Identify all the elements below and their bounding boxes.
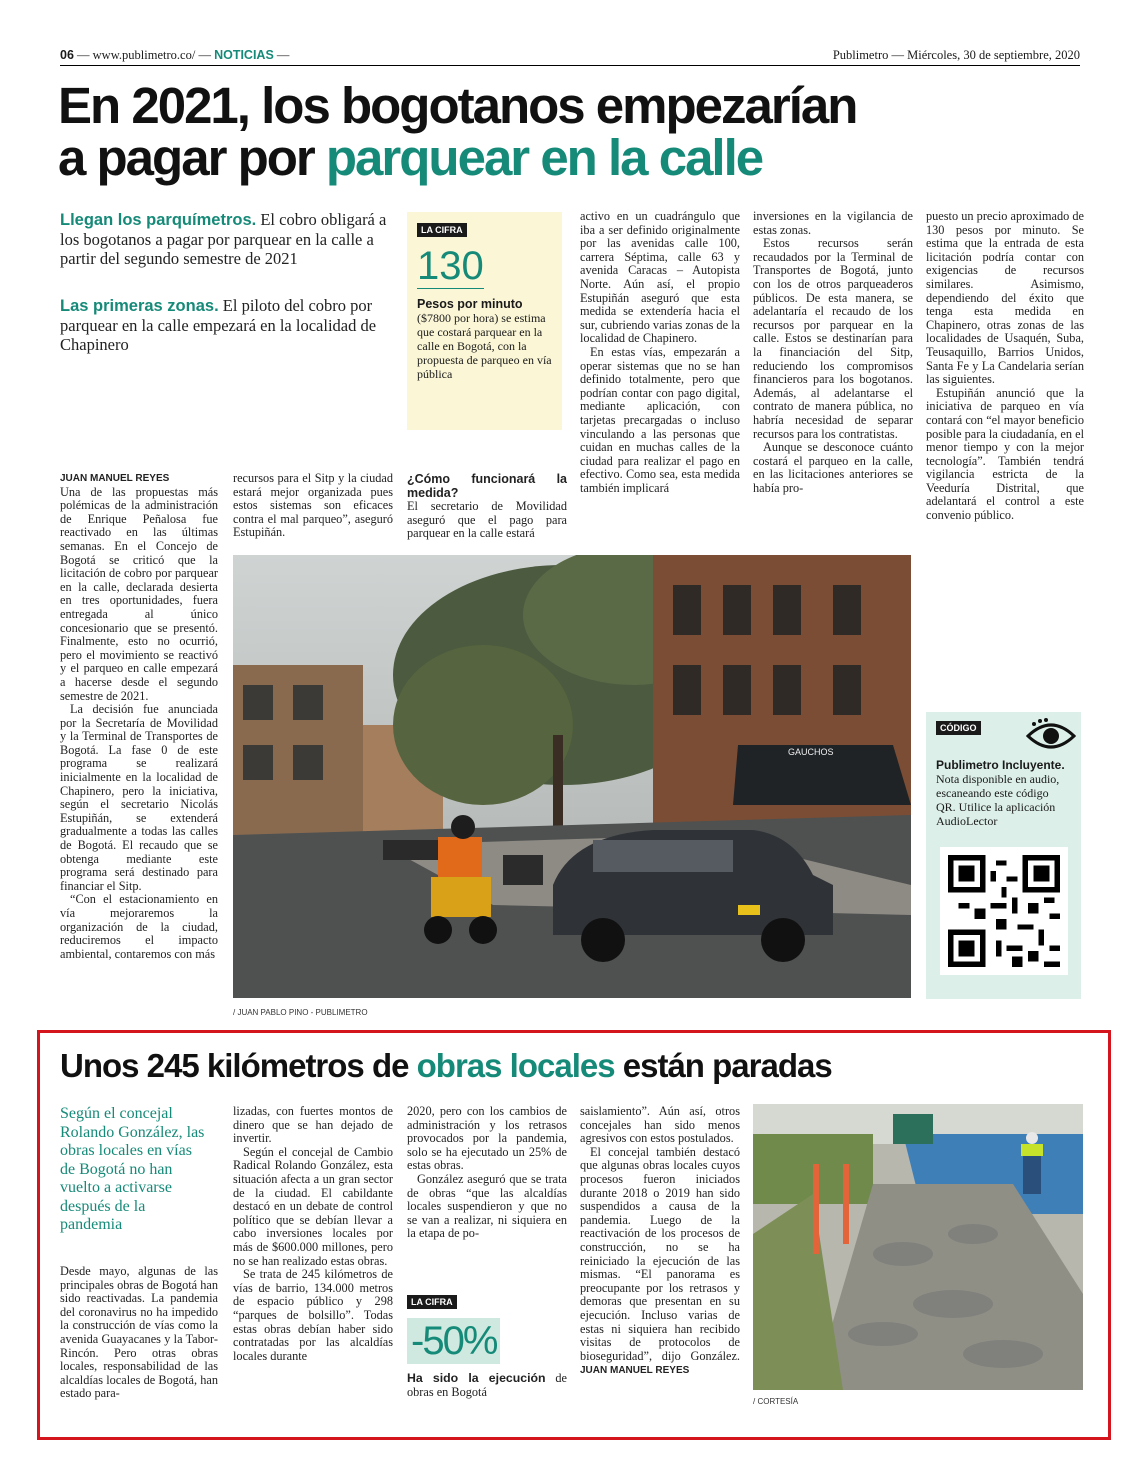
second-cifra-number: -50%: [407, 1318, 500, 1364]
main-headline: [58, 77, 1088, 186]
column-6: [926, 210, 1084, 523]
second-column-4-p2: [580, 1146, 740, 1378]
header-url[interactable]: www.publimetro.co/: [92, 48, 196, 62]
second-column-3: [407, 1105, 567, 1241]
column-1-p1: Una de las propuestas más polémicas de la administración de Enrique Peñalosa fue reactivado en las últimas semanas. En el Concejo de Bogotá se criticó que la licitación de cobro por parquear en la calle, declarada desierta en tres oportunidades, fuera entregada al único concesionario que se presentó. Finalmente, esto no ocurrió, pero el movimiento se reactivó y el parqueo en calle empezará a hacerse desde el segundo semestre de 2021.: [60, 484, 218, 703]
second-headline-highlight: obras locales: [416, 1047, 615, 1084]
column-4: [580, 210, 740, 495]
column-4-p2: En estas vías, empezarán a operar sistemas que no se han definido totalmente, pero que podrían contar con pago digital, mediante aplicación, con tarjetas precargadas o incluso vinculando a las personas que cuidan en muchas calles de la ciudad para realizar el pago en efectivo. Como sea, esta medida también implicará: [580, 344, 740, 495]
column-5-p1: inversiones en la vigilancia de estas zonas.: [753, 209, 913, 237]
column-5-p3: Aunque se desconoce cuánto costará el parqueo en la calle, en las licitaciones anteriores se había pro-: [753, 440, 913, 495]
qr-code[interactable]: [940, 847, 1068, 975]
second-column-1-p1: Desde mayo, algunas de las principales obras de Bogotá han sido reactivadas. La pandemia del coronavirus no ha impedido la construcción de vías como la avenida Guayacanes y la Tabor-Rincón. Pero otras obras locales, responsabilidad de las alcaldías locales de Bogotá, han estado para-: [60, 1264, 218, 1401]
deck-1: [60, 210, 390, 268]
second-cifra-caption: [407, 1372, 567, 1399]
second-headline-part-1: Unos 245 kilómetros de: [60, 1047, 417, 1084]
second-column-3-p1: 2020, pero con los cambios de administración y los retrasos provocados por la pandemia, solo se ha ejecutado un 25% de estas obras.: [407, 1104, 567, 1173]
headline-highlight: parquear en la calle: [325, 129, 763, 186]
running-header: [60, 46, 1080, 66]
cifra-number: 130: [417, 244, 484, 288]
codigo-box: [926, 712, 1081, 999]
roadwork-photo: [753, 1104, 1083, 1390]
deck-2-text: El piloto del cobro por parquear en la calle empezará en la localidad de Chapinero: [60, 296, 377, 354]
column-5-p2: Estos recursos serán recaudados por la Terminal de Transportes de Bogotá, junto con los de otros parqueaderos públicos. De esta manera, se adelantaría el recaudo de los recursos por parquear en la calle. Estos se destinarían para la financiación del Sitp, reduciendo los compromisos financieros para los bogotanos. Además, al adelantarse el contrato de manera pública, no habría necesidad de separar recursos para los contratistas.: [753, 236, 913, 441]
column-2-p1: recursos para el Sitp y la ciudad estará mejor organizada pues estos sistemas son eficaces contra el mal parqueo”, aseguró Estupiñán.: [233, 471, 393, 540]
headline-line-2: [58, 129, 1088, 186]
cifra-box: [407, 212, 562, 430]
second-cifra-title: Ha sido la ejecución: [407, 1371, 546, 1385]
column-4-p1: activo en un cuadrángulo que iba a ser definido originalmente por las avenidas calle 100, carrera Séptima, calle 63 y avenida Caracas – Autopista Norte. Aún así, el propio Estupiñán aseguró que esta medida se extendería hacia el sur, cubriendo varias zonas de la localidad de Chapinero.: [580, 209, 740, 346]
street-photo: [233, 555, 911, 998]
column-3-subhead: ¿Cómo funcionará la medida?: [407, 472, 567, 500]
second-column-2-p1: lizadas, con fuertes montos de dinero que se han dejado de invertir.: [233, 1104, 393, 1146]
codigo-text: [936, 758, 1071, 828]
header-left: 06 — www.publimetro.co/ — NOTICIAS —: [60, 48, 290, 62]
section-label: NOTICIAS: [214, 48, 274, 62]
byline: JUAN MANUEL REYES: [60, 473, 170, 484]
codigo-bold: Publimetro Incluyente.: [936, 758, 1065, 772]
awning-sign: GAUCHOS: [788, 747, 834, 757]
eye-icon: [1026, 718, 1076, 754]
second-headline-part-2: están paradas: [614, 1047, 832, 1084]
column-3: [407, 472, 567, 541]
column-6-p1: puesto un precio aproximado de 130 pesos por minuto. Se estima que la entrada de esta licitación podría contar con exigencias de recursos similares. Asimismo, dependiendo del éxito que tenga esta medida en Chapinero, otras zonas de las localidades de Usaquén, Suba, Teusaquillo, Barrios Unidos, Santa Fe y La Candelaria serían las siguientes.: [926, 209, 1084, 387]
cifra-title: Pesos por minuto: [417, 297, 523, 311]
second-cifra-text: de obras en Bogotá: [407, 1371, 567, 1399]
second-headline: [60, 1047, 1090, 1085]
deck-1-text: El cobro obligará a los bogotanos a pagar por parquear en la calle a partir del segundo semestre de 2021: [60, 210, 387, 268]
second-photo-credit: / CORTESÍA: [753, 1397, 799, 1406]
publication-date: Publimetro — Miércoles, 30 de septiembre, 2020: [832, 48, 1080, 62]
photo-credit: / JUAN PABLO PINO - PUBLIMETRO: [233, 1008, 368, 1017]
second-column-4-p2-text: El concejal también destacó que algunas obras locales cuyos procesos fueron iniciados durante 2018 o 2019 han sido suspendidos a causa de la pandemia. Luego de la reactivación de los procesos de construcción, no se ha reiniciado la ejecución de las mismas. “El panorama es preocupante por los retrasos y demoras que presentan en su ejecución. Incluso varias de estas ni siquiera han recibido visitas de protocolos de bioseguridad”, dijo González.: [580, 1144, 740, 1363]
column-1-p2: La decisión fue anunciada por la Secretaría de Movilidad y la Terminal de Transportes de Bogotá. La fase 0 de este programa se realizará inicialmente en la localidad de Chapinero, pero la iniciativa, según el secretario Nicolás Estupiñán, se extenderá gradualmente a todas las calles de Bogotá. El recaudo que se obtenga mediante este programa será destinado para financiar el Sitp.: [60, 702, 218, 893]
roadwork-illustration: [753, 1104, 1083, 1390]
second-column-2-p2: Según el concejal de Cambio Radical Rolando González, esta situación afecta a un gran sector de la ciudad. El cabildante destacó en un debate de control político que se debían llevar a cabo inversiones locales por más de $600.000 millones, pero no se han realizado estas obras.: [233, 1144, 393, 1268]
codigo-tag: CÓDIGO: [936, 721, 981, 735]
second-column-2: [233, 1105, 393, 1363]
column-1-p3: “Con el estacionamiento en vía mejoraremos la organización de la ciudad, reduciremos el impacto ambiental, contaremos con más: [60, 892, 218, 961]
column-2: [233, 472, 393, 540]
second-column-1: [60, 1265, 218, 1401]
headline-line-2-text: a pagar por: [58, 129, 326, 186]
second-cifra-tag: LA CIFRA: [407, 1295, 457, 1309]
second-column-4-p1: saislamiento”. Aún así, otros concejales han sido menos agresivos con estos postulados.: [580, 1104, 740, 1146]
second-column-3-p2: González aseguró que se trata de obras “que las alcaldías locales suspendieron y que no se van a realizar, ni siquiera en la etapa de po-: [407, 1171, 567, 1241]
cifra-tag: LA CIFRA: [417, 223, 467, 237]
deck-2: [60, 296, 390, 354]
column-1: [60, 472, 218, 961]
deck-2-lead: Las primeras zonas.: [60, 297, 219, 315]
codigo-desc: Nota disponible en audio, escaneando este código QR. Utilice la aplicación AudioLector: [936, 772, 1060, 828]
second-deck: Según el concejal Rolando González, las obras locales en vías de Bogotá no han vuelto a activarse después de la pandemia: [60, 1105, 205, 1233]
second-column-2-p3: Se trata de 245 kilómetros de vías de barrio, 134.000 metros de espacio público y 298 “parques de bolsillo”. Todas estas obras debían haber sido contratadas por las alcaldías locales durante: [233, 1267, 393, 1363]
second-column-4: [580, 1105, 740, 1378]
second-byline: JUAN MANUEL REYES: [580, 1365, 690, 1377]
second-cifra: [407, 1292, 567, 1399]
street-scene-illustration: [233, 555, 911, 998]
column-6-p2: Estupiñán anunció que la iniciativa de parqueo en vía contará con “el mayor beneficio posible para la ciudadanía, en el menor tiempo y con la mejor tecnología”. También tendrá vigilancia estricta de la Veeduría Distrital, que adelantará el control a este convenio público.: [926, 385, 1084, 523]
headline-line-1: En 2021, los bogotanos empezarían: [58, 77, 857, 134]
column-5: [753, 210, 913, 495]
page-number: 06: [60, 48, 74, 62]
column-3-p1: El secretario de Movilidad aseguró que el pago para parquear en la calle estará: [407, 499, 567, 541]
cifra-description: ($7800 por hora) se estima que costará parquear en la calle en Bogotá, con la propuesta de parqueo en vía pública: [417, 311, 552, 381]
qr-code-icon: [948, 855, 1060, 967]
deck-1-lead: Llegan los parquímetros.: [60, 211, 257, 229]
